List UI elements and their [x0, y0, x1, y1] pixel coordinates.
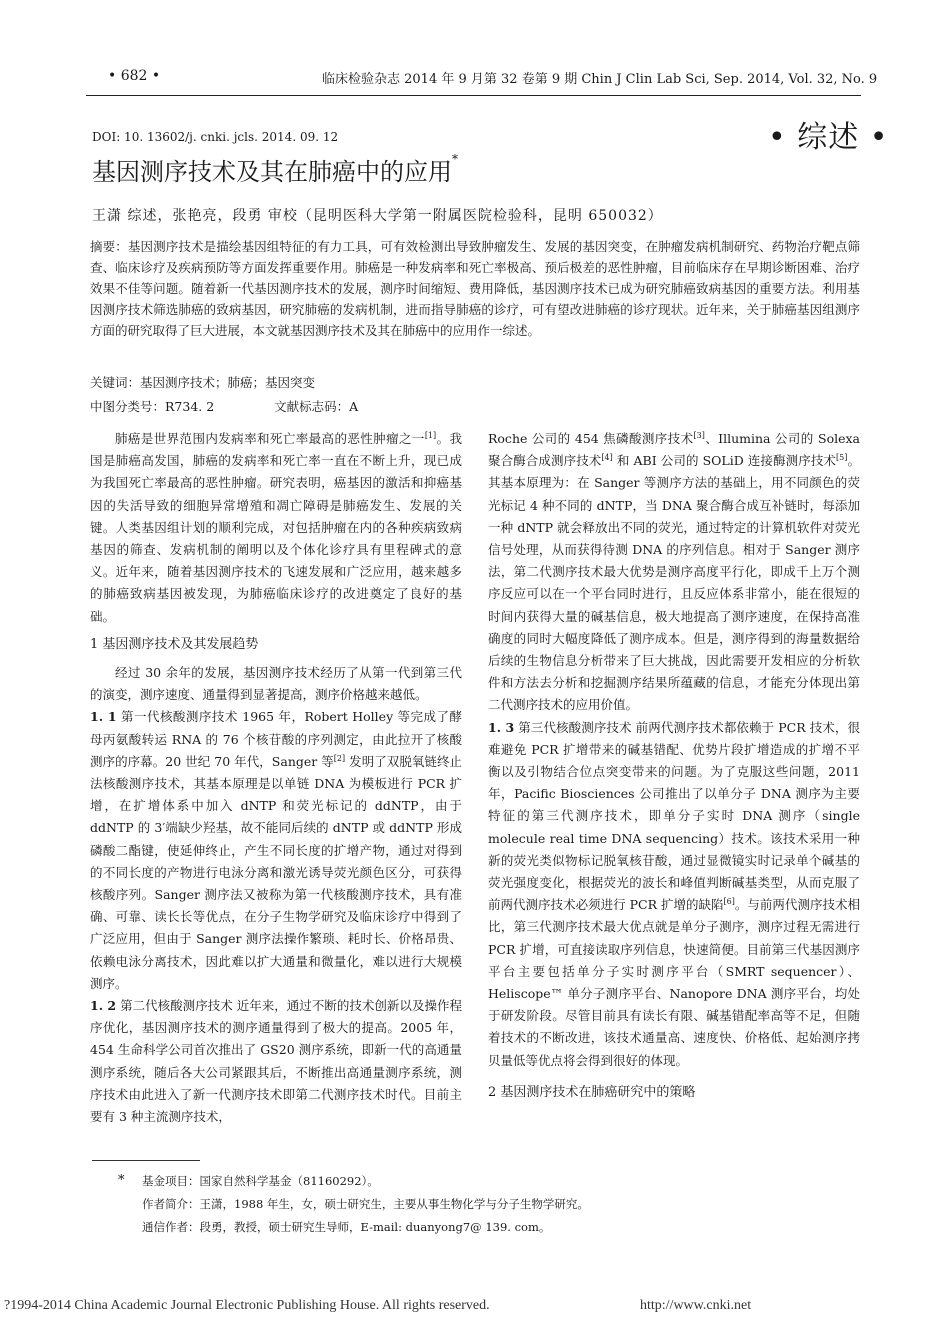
keywords: 关键词：基因测序技术；肺癌；基因突变 — [90, 375, 316, 390]
page-number: • 682 • — [108, 68, 161, 84]
citation: [4] — [601, 453, 613, 463]
section-label: • 综述 • — [768, 120, 889, 155]
title-text: 基因测序技术及其在肺癌中的应用 — [92, 158, 452, 186]
copyright-text: ?1994-2014 China Academic Journal Electronic Publishing House. All rights reserved. — [4, 1298, 490, 1313]
citation: [5] — [836, 453, 848, 463]
paragraph: 肺癌是世界范围内发病率和死亡率最高的恶性肿瘤之一[1]。我国是肺癌高发国，肺癌的发病率和死亡率一直在不断上升，现已成为我国死亡率最高的恶性肿瘤。研究表明，癌基因的激活和抑癌基因的失活导致的细胞异常增殖和凋亡障碍是肺癌发生、发展的关键。人类基因组计划的顺利完成，对包括肿瘤在内的各种疾病致病基因的筛查、发病机制的阐明以及个体化诊疗具有里程碑式的意义。近年来，随着基因测序技术的飞速发展和广泛应用，越来越多的肺癌致病基因被发现，为肺癌临床诊疗的改进奠定了良好的基础。 — [90, 430, 462, 624]
section-heading: 2 基因测序技术在肺癌研究中的策略 — [488, 1084, 696, 1100]
footnote-rule — [92, 1160, 200, 1161]
abstract: 摘要：基因测序技术是描绘基因组特征的有力工具，可有效检测出导致肿瘤发生、发展的基因突变，在肿瘤发病机制研究、药物治疗靶点筛查、临床诊疗及疾病预防等方面发挥重要作用。肺癌是一种发病率和死亡率极高、预后极差的恶性肿瘤，目前临床存在早期诊断困难、治疗效果不佳等问题。随着新一代基因测序技术的发展，测序时间缩短、费用降低，基因测序技术已成为研究肺癌致病基因的重要方法。利用基因测序技术筛选肺癌的致病基因，研究肺癌的发病机制，进而指导肺癌的诊疗，可有望改进肺癌的诊疗现状。近年来，关于肺癌基因组测序方面的研究取得了巨大进展，本文就基因测序技术及其在肺癌中的应用作一综述。 — [90, 239, 860, 338]
title-footnote-mark: * — [452, 152, 458, 166]
subsection-1-3: 1. 3 第三代核酸测序技术 前两代测序技术都依赖于 PCR 技术，很难避免 PCR 扩增带来的碱基错配、优势片段扩增造成的扩增不平衡以及引物结合位点突变带来的问题。为了克服这些问题，2011 年，Pacific Biosciences 公司推出了以单分子 DNA 测序为主要特征的第三代测序技术，即单分子实时 DNA 测序（single molecule real time DNA sequencing）技术。该技术采用一种新的荧光类似物标记脱氧核苷酸，通过显微镜实时记录单个碱基的荧光强度变化，根据荧光的波长和峰值判断碱基类型，从而克服了前两代测序技术必须进行 PCR 扩增的缺陷[6]。与前两代测序技术相比，第三代测序技术最大优点就是单分子测序，测序过程无需进行 PCR 扩增，可直接读取序列信息，快速简便。目前第三代基因测序平台主要包括单分子实时测序平台（SMRT sequencer）、Heliscope™ 单分子测序平台、Nanopore DNA 测序平台，均处于研发阶段。尽管目前具有读长有限、碱基错配率高等不足，但随着技术的不断改进，该技术通量高、速度快、价格低、起始测序拷贝量低等优点将会得到很好的体现。 — [488, 719, 860, 1068]
article-title — [92, 152, 458, 187]
body-column-left — [90, 428, 462, 1128]
copyright-url[interactable]: http://www.cnki.net — [640, 1298, 752, 1313]
citation: [2] — [333, 753, 346, 763]
footnote-corresponding: 通信作者：段勇，教授，硕士研究生导师，E-mail: duanyong7@ 139. com。 — [142, 1220, 551, 1234]
document-code: 文献标志码：A — [274, 399, 359, 414]
classification-number: 中图分类号：R734. 2 — [90, 399, 215, 414]
citation: [6] — [723, 897, 735, 907]
header-rule — [86, 95, 861, 96]
section-heading: 1 基因测序技术及其发展趋势 — [90, 636, 259, 652]
running-header-journal: 临床检验杂志 2014 年 9 月第 32 卷第 9 期 Chin J Clin Lab Sci, Sep. 2014, Vol. 32, No. 9 — [322, 72, 878, 87]
doi: DOI: 10. 13602/j. cnki. jcls. 2014. 09. 12 — [92, 130, 339, 144]
footnote-fund: 基金项目：国家自然科学基金（81160292）。 — [142, 1174, 379, 1188]
paragraph: Roche 公司的 454 焦磷酸测序技术[3]、Illumina 公司的 Solexa 聚合酶合成测序技术[4] 和 ABI 公司的 SOLiD 连接酶测序技术[5]。其基本原理为：在 Sanger 等测序方法的基础上，用不同颜色的荧光标记 4 种不同的 dNTP，当 DNA 聚合酶合成互补链时，每添加一种 dNTP 就会释放出不同的荧光，通过特定的计算机软件对荧光信号处理，从而获得待测 DNA 的序列信息。相对于 Sanger 测序法，第二代测序技术最大优势是测序高度平行化，即成千上万个测序反应可以在一个平台同时进行，且反应体系非常小，能在很短的时间内获得大量的碱基信息，极大地提高了测序速度，在保持高准确度的同时大幅度降低了测序成本。但是，测序得到的海量数据给后续的生物信息分析带来了巨大挑战，因此需要开发相应的分析软件和方法去分析和挖掘测序结果所蕴藏的信息，才能充分体现出第二代测序技术的应用价值。 — [488, 430, 860, 713]
paragraph: 经过 30 余年的发展，基因测序技术经历了从第一代到第三代的演变，测序速度、通量得到显著提高，测序价格越来越低。 — [90, 665, 462, 703]
footnote-mark: * — [118, 1173, 125, 1188]
citation: [3] — [693, 430, 705, 440]
footnote-author-intro: 作者简介：王潇，1988 年生，女，硕士研究生，主要从事生物化学与分子生物学研究。 — [142, 1197, 589, 1211]
classification-line — [90, 397, 358, 415]
subsection-1-1: 1. 1 第一代核酸测序技术 1965 年，Robert Holley 等完成了酵母丙氨酸转运 RNA 的 76 个核苷酸的序列测定，由此拉开了核酸测序的序幕。20 世纪 70 年代，Sanger 等[2] 发明了双脱氧链终止法核酸测序技术，其基本原理是以单链 DNA 为模板进行 PCR 扩增，在扩增体系中加入 dNTP 和荧光标记的 ddNTP，由于 ddNTP 的 3′端缺少羟基，故不能同后续的 dNTP 或 ddNTP 形成磷酸二酯键，使延伸终止，产生不同长度的扩增产物，通过对得到的不同长度的产物进行电泳分离和激光诱导荧光颜色区分，可获得核酸序列。Sanger 测序法又被称为第一代核酸测序技术，具有准确、可靠、读长长等优点，在分子生物学研究及临床诊疗中得到了广泛应用，但由于 Sanger 测序法操作繁琐、耗时长、价格昂贵、依赖电泳分离技术，因此难以扩大通量和微量化，难以进行大规模测序。 — [90, 709, 462, 991]
citation: [1] — [424, 430, 437, 440]
authors: 王潇 综述，张艳亮，段勇 审校（昆明医科大学第一附属医院检验科，昆明 650032） — [92, 208, 663, 224]
subsection-1-2: 1. 2 第二代核酸测序技术 近年来，通过不断的技术创新以及操作程序优化，基因测序技术的测序通量得到了极大的提高。2005 年，454 生命科学公司首次推出了 GS20 测序系统，即新一代的高通量测序系统，随后各大公司紧跟其后，不断推出高通量测序系统，测序技术由此进入了新一代测序技术即第二代测序技术时代。目前主要有 3 种主流测序技术， — [90, 998, 462, 1125]
body-column-right — [488, 428, 860, 1110]
